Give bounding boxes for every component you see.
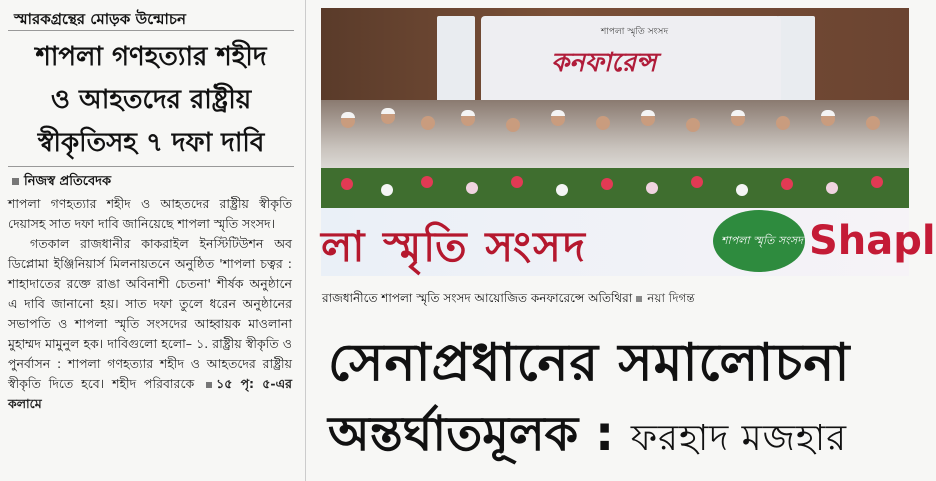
person-head bbox=[866, 116, 880, 130]
flower bbox=[381, 184, 393, 196]
bullet-square-icon bbox=[636, 296, 642, 302]
flower bbox=[421, 176, 433, 188]
person-cap bbox=[381, 108, 395, 114]
person-cap bbox=[461, 110, 475, 116]
byline-text: নিজস্ব প্রতিবেদক bbox=[24, 174, 112, 189]
flower bbox=[466, 182, 478, 194]
article-headline bbox=[8, 36, 294, 165]
flower bbox=[691, 176, 703, 188]
person-head bbox=[776, 116, 790, 130]
flower bbox=[511, 176, 523, 188]
kicker-rule bbox=[8, 30, 294, 31]
article-paragraph-2: গতকাল রাজধানীর কাকরাইল ইনস্টিটিউশন অব ডিপ্লোমা ইঞ্জিনিয়ার্স মিলনায়তনে অনুষ্ঠিত 'শাপলা চত্বর : শাহাদাতের রক্তে রাঙা অবিনাশী চেতনা' শীর্ষক অনুষ্ঠানে এ দাবি জানানো হয়। সাত দফা তুলে ধরেন অনুষ্ঠানের সভাপতি ও শাপলা স্মৃতি সংসদের আহ্বায়ক মাওলানা মুহাম্মদ মামুনুল হক। দাবিগুলো হলো– ১. রাষ্ট্রীয় স্বীকৃতি ও পুনর্বাসন : শাপলা গণহত্যার শহীদ ও আহতদের রাষ্ট্রীয় স্বীকৃতি দিতে হবে। শহীদ পরিবারকে bbox=[8, 236, 292, 391]
caption-text: রাজধানীতে শাপলা স্মৃতি সংসদ আয়োজিত কনফারেন্সে অতিথিরা bbox=[322, 291, 633, 305]
flower bbox=[601, 178, 613, 190]
headline-line-2: ও আহতদের রাষ্ট্রীয় bbox=[50, 85, 252, 115]
headline-rule bbox=[8, 166, 294, 167]
photo-caption bbox=[322, 290, 695, 310]
bullet-square-icon bbox=[206, 382, 212, 388]
byline bbox=[12, 172, 111, 193]
flower bbox=[341, 178, 353, 190]
headline-line-3: স্বীকৃতিসহ ৭ দফা দাবি bbox=[37, 128, 265, 158]
headline-line-1: শাপলা গণহত্যার শহীদ bbox=[35, 42, 267, 72]
photo-stage-banner bbox=[321, 208, 936, 276]
lotus-logo-icon bbox=[713, 210, 805, 272]
person-head bbox=[506, 118, 520, 132]
photo-credit: নয়া দিগন্ত bbox=[647, 291, 695, 305]
article-kicker: স্মারকগ্রন্থের মোড়ক উন্মোচন bbox=[14, 10, 186, 28]
person-head bbox=[686, 118, 700, 132]
person-cap bbox=[341, 112, 355, 118]
left-article bbox=[0, 0, 300, 481]
person-cap bbox=[551, 110, 565, 116]
column-divider bbox=[305, 0, 306, 481]
person-head bbox=[596, 116, 610, 130]
main-headline-line-1[interactable]: সেনাপ্রধানের সমালোচনা bbox=[328, 333, 851, 393]
conference-photo bbox=[321, 8, 936, 276]
flower bbox=[646, 182, 658, 194]
bullet-square-icon bbox=[12, 178, 19, 185]
headline-author: ফরহাদ মজহার bbox=[630, 418, 848, 459]
photo-stage-screen bbox=[481, 16, 781, 104]
screen-title: কনফারেন্স bbox=[551, 48, 657, 78]
flower bbox=[781, 178, 793, 190]
photo-flower-garland bbox=[321, 168, 909, 210]
continued-text: ১৫ পৃ: ৫-এর কলামে bbox=[8, 376, 292, 411]
article-paragraph-1: শাপলা গণহত্যার শহীদ ও আহতদের রাষ্ট্রীয় স্বীকৃতি দেয়াসহ সাত দফা দাবি জানিয়েছে শাপলা স্মৃতি সংসদ। bbox=[8, 196, 292, 231]
article-body bbox=[8, 194, 292, 414]
screen-caption: শাপলা স্মৃতি সংসদ bbox=[601, 27, 669, 37]
person-cap bbox=[731, 110, 745, 116]
main-headline-lead: অন্তর্ঘাতমূলক : bbox=[328, 406, 631, 462]
logo-text: শাপলা স্মৃতি সংসদ bbox=[721, 234, 803, 247]
person-cap bbox=[821, 110, 835, 116]
person-cap bbox=[641, 110, 655, 116]
flower bbox=[826, 182, 838, 194]
banner-latin-text: Shapl bbox=[809, 218, 936, 264]
banner-text: লা স্মৃতি সংসদ bbox=[321, 222, 587, 271]
flower bbox=[871, 176, 883, 188]
flower bbox=[736, 184, 748, 196]
main-headline-line-2[interactable] bbox=[328, 398, 847, 477]
flower bbox=[556, 184, 568, 196]
person-head bbox=[421, 116, 435, 130]
